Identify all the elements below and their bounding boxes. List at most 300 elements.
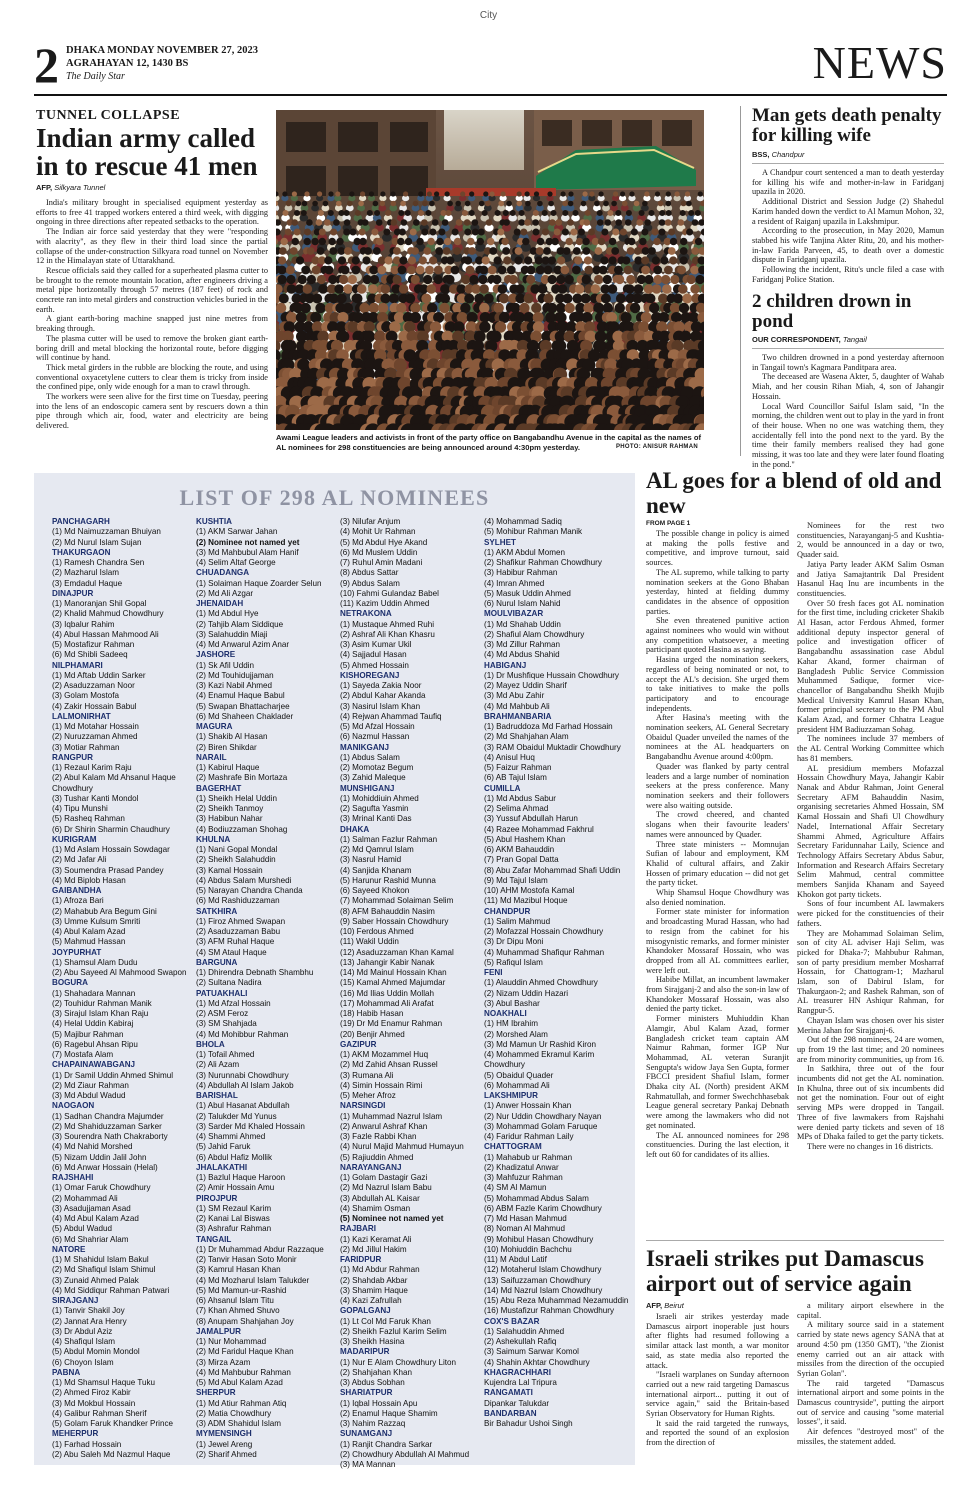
nominee-entry: (5) Md Abul Kalam Azad (196, 1378, 283, 1387)
nominee-entry: (3) Mrinal Kanti Das (340, 814, 412, 824)
photo-caption: Awami League leaders and activists in front of the party office on Bangabandhu Avenue in the capital as the names of AL nominees for 298 constituencies are being announced around 4:30pm yesterday. (276, 433, 702, 452)
paragraph: Former state minister for information and broadcasting Murad Hassan, who had to resign from the cabinet for his misogynistic remarks, and former minister Khandoker Mossaraf Hossain, who was dropped from all AL committees earlier, were left out. (646, 907, 789, 975)
byline-agency: AFP, (646, 1301, 663, 1310)
paragraph: Additional District and Session Judge (2) Shahedul Karim handed down the verdict to Al Mamun Mohon, 32, a resident of Raiganj upazila in Lakshmipur. (752, 197, 944, 226)
nominee-entry: (5) Ahmed Hossain (340, 660, 409, 670)
section-tag: City (479, 10, 498, 21)
district-name: SUNAMGANJ (340, 1429, 393, 1439)
nominee-entry: (11) Kazim Uddin Ahmed (340, 599, 430, 608)
nominee-entry: (5) Md Mamun-ur-Rashid (196, 1285, 287, 1295)
nominee-entry: (2) Ali Azam (196, 1060, 240, 1070)
nominee-entry: (5) Nominee not named yet (340, 1214, 444, 1223)
nominee-entry: (3) Iqbalur Rahim (52, 619, 115, 629)
nominee-entry: (3) Md Abdul Wadud (52, 1091, 126, 1100)
nominee-entry: (2) Sultana Nadira (196, 978, 262, 988)
nominee-entry: (4) Abdullah Al Islam Jakob (196, 1080, 294, 1090)
nominee-entry: (3) Kazi Nabil Ahmed (196, 681, 273, 690)
nominee-entry: (2) Jannat Ara Henry (52, 1316, 127, 1326)
nominee-entry: (1) Sk Afil Uddin (196, 660, 255, 670)
nominee-entry: (15) Kamal Ahmed Majumdar (340, 978, 446, 988)
paragraph: The AL announced nominees for 298 constituencies. During the last election, it left out 60 for candidates of its allies. (646, 1130, 789, 1159)
nominee-entry: (1) Kazi Keramat Ali (340, 1234, 412, 1244)
nominee-entry: (4) Abdus Salam Murshedi (196, 875, 292, 885)
district-name: RANGPUR (52, 752, 93, 762)
nominee-entry: (6) Md Rashiduzzaman (196, 896, 280, 906)
nominee-entry: (3) Saimum Sarwar Komol (484, 1347, 579, 1357)
paragraph: The workers were seen alive for the first time on Tuesday, peering into the lens of an endoscopic camera sent by rescuers down a thin pipe through which air, food, water and electricity are being delivered. (36, 392, 268, 431)
nominee-entry: (6) Md Shibli Sadeeq (52, 650, 128, 660)
paragraph: Quader was flanked by party central leaders and a large number of nomination seekers at the press conference. Many nomination seekers and their followers were also waiting outside. (646, 761, 789, 810)
nominee-entry: (6) Abdul Hafiz Mollik (196, 1152, 273, 1162)
paragraph: A Chandpur court sentenced a man to death yesterday for killing his wife and mother-in-law in Faridganj upazila in 2020. (752, 168, 944, 197)
nominee-entry: (1) Md Atiur Rahman Atiq (196, 1398, 287, 1408)
nominee-entry: (4) Md Anwarul Azim Anar (196, 640, 290, 649)
district-name: BAGERHAT (196, 783, 242, 793)
nominee-entry: (1) Md Shamsul Haque Tuku (52, 1378, 156, 1387)
district-name: SHERPUR (196, 1388, 236, 1398)
nominee-entry: (2) Ahmed Firoz Kabir (52, 1388, 131, 1398)
nominee-entry: (6) AKM Bahauddin (484, 845, 555, 854)
nominee-entry: (3) Ashrafur Rahman (196, 1224, 272, 1234)
nominee-entry: (8) AFM Bahauddin Nasim (340, 906, 435, 916)
nominee-entry: (2) Shafikur Rahman Chowdhury (484, 558, 602, 567)
paragraph: In Satkhira, three out of the four incumbents did not get the AL nomination. In Khulna, three out of six incumbents did not get the nomination. Four out of eight serving MPs were dropped in Tangail. Three of five lawmakers from Rajshahi were denied party tickets and seven of 18 MPs of Dhaka failed to get the party tickets. (797, 1064, 944, 1142)
district-name: RANGAMATI (484, 1388, 533, 1398)
nominee-entry: (3) Nahim Razzaq (340, 1419, 406, 1428)
nominee-entry: (9) Abdus Salam (340, 578, 400, 588)
district-name: SIRAJGANJ (52, 1296, 99, 1305)
nominee-column-1 (52, 517, 192, 1460)
nominee-entry: (5) Faizur Rahman (484, 763, 552, 772)
nominee-entry: (2) Md Shahjahan Alam (484, 732, 569, 742)
nominee-entry: (4) Sanjida Khanam (340, 865, 412, 875)
al-body-col1 (646, 529, 789, 1237)
israel-body-col2 (797, 1301, 944, 1464)
nominee-entry: (15) Abu Reza Muhammad Nezamuddin (484, 1296, 629, 1305)
district-name: SATKHIRA (196, 906, 238, 916)
paragraph: Nominees for the rest two constituencies, Narayanganj-5 and Kushtia-2, would be announced in a day or two, Quader said. (797, 521, 944, 560)
nominee-entry: (2) Shahdab Akbar (340, 1275, 408, 1285)
nominee-entry: (1) Rezaul Karim Raju (52, 763, 132, 772)
nominee-entry: (10) AHM Mostofa Kamal (484, 886, 575, 895)
israel-rule (646, 1240, 944, 1241)
nominee-entry: (1) Dr Muhammad Abdur Razzaque (196, 1244, 324, 1254)
nominee-entry: (4) Sajjadul Hasan (340, 650, 407, 660)
district-name: DINAJPUR (52, 588, 94, 598)
nominee-entry: (2) Shafiul Alam Chowdhury (484, 629, 585, 639)
paragraph: AL presidium members Mofazzal Hossain Chowdhury Maya, Jahangir Kabir Nanak and Abdur Rahman, Joint General Secretary AFM Bahauddin Nasim, organising secretaries Ahmed Hossain, SM Kamal Hossain and Shafi Ul Chowdhury Nadel, International Affair Secretary Shammi Ahmed, Agriculture Affairs Secretary Faridunnahar Laily, Science and Technology Affairs Secretary Abdus Sabur, Information and Research Affairs Secretary Selim Mahmud, central committee members Sanjida Khanam and Sayeed Khokon got party tickets. (797, 763, 944, 899)
nominee-entry: (11) Wakil Uddin (340, 937, 399, 947)
nominee-entry: (1) Salim Mahmud (484, 916, 551, 926)
paragraph: a military airport elsewhere in the capital. (797, 1301, 944, 1320)
bengali-date: AGRAHAYAN 12, 1430 BS (66, 58, 189, 69)
nominee-entry: (1) Nur Mohammad (196, 1337, 267, 1346)
district-name: BANDARBAN (484, 1408, 537, 1418)
nominee-entry: (3) AFM Ruhal Haque (196, 937, 275, 947)
nominee-entry: (2) Sharif Ahmed (196, 1449, 257, 1459)
nominee-entry: (2) Chowdhury Abdullah Al Mahmud (340, 1449, 470, 1459)
nominee-entry: (5) Rafiqul Islam (484, 957, 543, 967)
israel-body-col1 (646, 1312, 789, 1464)
nominee-entry: (3) Fazle Rabbi Khan (340, 1132, 417, 1141)
nominee-entry: (3) Mirza Azam (196, 1357, 251, 1367)
nominee-entry: (4) SM Al Mamun (484, 1183, 547, 1193)
nominee-entry: (11) Md Mazibul Hoque (484, 896, 568, 906)
nominee-entry: (3) Nasrul Hamid (340, 855, 402, 865)
nominee-entry: (3) Sourendra Nath Chakraborty (52, 1132, 168, 1141)
district-name: PIROJPUR (196, 1193, 238, 1203)
nominee-entry: (1) Anwer Hossain Khan (484, 1101, 572, 1111)
district-name: CHUADANGA (196, 568, 250, 578)
nominee-entry: (3) Sarder Md Khaled Hossain (196, 1121, 305, 1131)
paragraph: Israeli air strikes yesterday made Damascus airport inoperable just hours after flights had resumed following a similar attack last month, a war monitor said, as state media also reported the attack. (646, 1312, 789, 1370)
nominee-entry: (1) Afroza Bari (52, 896, 104, 906)
nominee-entry: (6) Sayeed Khokon (340, 886, 410, 895)
nominee-entry: (2) Nizam Uddin Hazari (484, 988, 569, 998)
paragraph: Out of the 298 nominees, 24 are women, up from 19 the last time; and 20 nominees are from minority communities, up from 16. (797, 1035, 944, 1064)
paragraph: The deceased are Wasena Akter, 5, daughter of Wahab Miah, and her cousin Rihan Miah, 4, son of Jahangir Hossain. (752, 372, 944, 401)
nominee-entry: (4) Shammi Ahmed (196, 1132, 266, 1141)
section-title: NEWS (812, 37, 947, 88)
nominee-entry: (1) Omar Faruk Chowdhury (52, 1183, 151, 1193)
nominee-entry: Kujendra Lal Tripura (484, 1378, 557, 1387)
nominee-entry: (4) Bodiuzzaman Shohag (196, 824, 288, 834)
nominee-entry: (2) Md Shahiduzzaman Sarker (52, 1121, 162, 1131)
nominee-entry: (2) Amir Hossain Amu (196, 1183, 275, 1193)
nominee-entry: (1) AKM Sarwar Jahan (196, 527, 278, 537)
district-name: KHAGRACHHARI (484, 1367, 551, 1377)
nominee-entry: (7) Mostafa Alam (52, 1050, 114, 1059)
district-name: LAKSHMIPUR (484, 1091, 538, 1100)
nominee-entry: (10) Fahmi Gulandaz Babel (340, 588, 439, 598)
nominee-entry: Bir Bahadur Ushoi Singh (484, 1419, 573, 1428)
nominee-entry: (4) Rejwan Ahammad Taufiq (340, 711, 442, 721)
nominee-entry: (3) Zahid Maleque (340, 773, 406, 783)
nominee-entry: (3) Abdus Sobhan (340, 1378, 405, 1387)
district-name: JASHORE (196, 650, 236, 660)
nominee-entry: (1) Md Abdur Rahman (340, 1265, 420, 1275)
nominee-entry: (2) Ashekullah Rafiq (484, 1337, 557, 1346)
paragraph: Jatiya Party leader AKM Salim Osman and Jatiya Samajtantrik Dal President Hasanul Haq Inu are incumbents in the constituencies. (797, 559, 944, 598)
nominee-entry: (5) Abul Hashem Khan (484, 834, 566, 844)
nominee-entry: (3) Emdadul Haque (52, 578, 123, 588)
district-name: CHATTOGRAM (484, 1142, 542, 1152)
nominee-entry: (10) Ferdous Ahmed (340, 927, 414, 936)
district-name: BARGUNA (196, 957, 238, 967)
nominee-entry: (2) Md Jafar Ali (52, 855, 107, 865)
column-rule-right (740, 106, 741, 456)
nominee-column-2 (196, 517, 336, 1460)
paragraph: Two children drowned in a pond yesterday afternoon in Tangail town's Kagmara Panditpara area. (752, 353, 944, 372)
nominee-entry: (2) Anwarul Ashraf Khan (340, 1121, 428, 1131)
nominee-entry: (2) Asaduzzaman Babu (196, 927, 281, 936)
nominee-entry: (3) Nasirul Islam Khan (340, 701, 421, 711)
district-name: KISHOREGANJ (340, 670, 400, 680)
nominee-entry: (16) Md Ilias Uddin Mollah (340, 988, 435, 998)
nominee-entry: (3) Motiar Rahman (52, 742, 120, 752)
paragraph: The crowd cheered, and chanted slogans when their favourite leaders' names were announced by Quader. (646, 810, 789, 839)
nominee-entry: (10) Mohiuddin Bachchu (484, 1244, 572, 1254)
nominee-entry: (1) Nani Gopal Mondal (196, 845, 278, 854)
district-name: FARIDPUR (340, 1255, 382, 1264)
nominee-entry: (3) Asim Kumar Ukil (340, 640, 412, 649)
nominee-entry: (3) Shamim Haque (340, 1285, 408, 1295)
nominee-entry: (2) Mashrafe Bin Mortaza (196, 773, 288, 783)
nominee-entry: (3) ADM Shahidul Islam (196, 1419, 282, 1428)
nominee-entry: (2) Abu Sayeed Al Mahmood Swapon (52, 968, 187, 977)
nominee-entry: (7) Khan Ahmed Shuvo (196, 1306, 280, 1316)
nominee-entry: (1) Md Aslam Hossain Sowdagar (52, 845, 170, 854)
paragraph: She even threatened punitive action against nominees who would win without any competition whatsoever, a meeting participant quoted Hasina as saying. (646, 616, 789, 655)
nominee-entry: (2) Kanai Lal Biswas (196, 1214, 270, 1223)
byline-location: Tangail (842, 335, 867, 344)
district-name: CUMILLA (484, 783, 521, 793)
nominee-entry: (4) Galibur Rahman Sherif (52, 1408, 147, 1418)
nominee-entry: (3) Habibur Rahman (484, 568, 558, 578)
nominee-entry: (2) Sheikh Salahuddin (196, 855, 276, 865)
nominee-entry: (3) Umme Kulsum Smriti (52, 916, 141, 926)
paragraph: Three state ministers -- Momnujan Sufian of labour and employment, KM Khalid of cultural affairs, and Zakir Hossen of primary education -- did not get the party ticket. (646, 839, 789, 888)
nominee-entry: (1) Md Abdus Sabur (484, 793, 556, 803)
nominee-entry: (5) Swapan Bhattacharjee (196, 701, 290, 711)
nominee-entry: (6) Choyon Islam (52, 1357, 114, 1367)
nominee-entry: (4) Md Biplob Hasan (52, 875, 126, 885)
nominee-entry: (3) Nilufar Anjum (340, 517, 401, 526)
nominee-entry: (6) Nazmul Hassan (340, 732, 410, 742)
nominee-entry: (4) Md Abul Kalam Azad (52, 1214, 139, 1223)
nominee-entry: (12) Motaherul Islam Chowdhury (484, 1265, 602, 1275)
nominee-entry: (4) Md Mohibbur Rahman (196, 1029, 289, 1039)
drown-body (752, 353, 944, 469)
nominee-entry: (1) Dr Mushfique Hussain Chowdhury (484, 670, 619, 680)
nominee-entry: (5) Obaidul Quader (484, 1070, 554, 1080)
paragraph: Chayan Islam was chosen over his sister Merina Jahan for Sirajganj-6. (797, 1015, 944, 1035)
nominee-entry: (5) Nizam Uddin Jalil John (52, 1152, 147, 1162)
nominee-entry: (1) Mohiddiuin Ahmed (340, 793, 419, 803)
district-name: NATORE (52, 1244, 86, 1254)
nominee-entry: (2) Md Nurul Islam Sujan (52, 537, 142, 547)
nominee-entry: (1) Dhirendra Debnath Shambhu (196, 968, 314, 977)
photo-credit: PHOTO: ANISUR RAHMAN (616, 444, 698, 450)
nominee-entry: (6) Ragebul Ahsan Ripu (52, 1039, 138, 1049)
nominee-entry: (9) Saber Hossain Chowdhury (340, 916, 449, 926)
lead-headline: Indian army called in to rescue 41 men (36, 123, 258, 181)
district-name: SHARIATPUR (340, 1388, 393, 1398)
nominee-entry: (6) Md Anwar Hossain (Helal) (52, 1162, 158, 1172)
nominee-entry: (4) Razee Mohammad Fakhrul (484, 824, 594, 834)
nominee-entry: (1) Md Afzal Hossain (196, 998, 271, 1008)
district-name: THAKURGAON (52, 547, 111, 557)
nominee-entry: (2) Nur Uddin Chowdhary Nayan (484, 1111, 602, 1121)
nominee-entry: (1) Md Naimuzzaman Bhuiyan (52, 527, 161, 537)
nominee-entry: (3) Dr Dipu Moni (484, 937, 544, 947)
nominee-entry: (1) AKM Mozammel Huq (340, 1050, 429, 1059)
nominee-entry: (3) Kamrul Hasan Khan (196, 1265, 281, 1275)
nominee-entry: (1) Nur E Alam Chowdhury Liton (340, 1357, 457, 1367)
nominee-entry: (6) AB Tajul Islam (484, 773, 547, 783)
byline-location: Chandpur (771, 150, 805, 159)
crowd-photo-illustration (276, 110, 704, 430)
nominee-entry: (8) Abu Zafar Mohammad Shafi Uddin (484, 865, 621, 875)
paragraph: India's military brought in specialised equipment yesterday as efforts to free 41 trapped workers entered a third week, with digging ongoing in three directions after repeated setbacks to the operation. (36, 198, 268, 227)
byline-agency: AFP, (36, 183, 53, 192)
nominee-entry: (2) Sheikh Fazlul Karim Selim (340, 1326, 447, 1336)
nominee-entry: (1) Tanvir Shakil Joy (52, 1306, 125, 1316)
nominee-entry: (4) Kazi Zafrullah (340, 1296, 402, 1305)
nominee-entry: (1) Manoranjan Shil Gopal (52, 599, 147, 608)
nominee-entry: (3) Kamal Hossain (196, 865, 263, 875)
paragraph: After Hasina's meeting with the nomination seekers, AL General Secretary Obaidul Quader unveiled the names of the nominees at the AL headquarters on Bangabandhu Avenue around 4:00pm. (646, 713, 789, 762)
nominee-entry: (5) Narayan Chandra Chanda (196, 886, 303, 895)
nominee-entry: (2) Md Jillul Hakim (340, 1244, 407, 1254)
district-name: GAIBANDHA (52, 886, 102, 895)
nominee-entry: (1) Firoz Ahmed Swapan (196, 916, 286, 926)
nominee-entry: (5) Abdul Momin Mondol (52, 1347, 140, 1357)
district-name: DHAKA (340, 824, 370, 834)
nominee-entry: (2) Enamul Haque Shamim (340, 1408, 438, 1418)
nominee-entry: (4) Md Mahbubur Rahman (196, 1367, 291, 1377)
nominee-entry: (12) Asaduzzaman Khan Kamal (340, 947, 454, 957)
nominee-entry: (3) Habibun Nahar (196, 814, 263, 824)
nominee-entry: (2) Morshed Alam (484, 1029, 548, 1039)
nominee-entry: (1) Shamsul Alam Dudu (52, 957, 138, 967)
death-penalty-byline (752, 150, 944, 159)
paragraph: A military source said in a statement carried by state news agency SANA that at around 4:50 pm (1350 GMT), "the Zionist enemy carried out an air attack with missiles from the direction of the occupied Syrian Golan". (797, 1320, 944, 1378)
nominee-entry: (1) Shakib Al Hasan (196, 732, 268, 742)
byline-agency: OUR CORRESPONDENT, (752, 335, 841, 344)
nominee-entry: (3) Tushar Kanti Mondol (52, 793, 139, 803)
district-name: CHANDPUR (484, 906, 531, 916)
nominee-entry: (3) Mahfuzur Rahman (484, 1173, 563, 1182)
paragraph: Thick metal girders in the rubble are blocking the route, and using conventional oxyacetylene cutters to clear them is tricky from inside the confined pipe, only wide enough for a man to crawl through. (36, 362, 268, 392)
nominee-entry: (3) Mohammad Golam Faruque (484, 1121, 598, 1131)
nominee-entry: (5) Mostafizur Rahman (52, 640, 135, 649)
district-name: KHULNA (196, 834, 231, 844)
nominee-entry: (9) Mohibul Hasan Chowdhury (484, 1234, 594, 1244)
district-name: SYLHET (484, 537, 516, 547)
nominee-entry: (3) Golam Mostofa (52, 691, 120, 701)
district-name: BRAHMANBARIA (484, 711, 552, 721)
nominee-entry: (3) Md Mamun Ur Rashid Kiron (484, 1039, 596, 1049)
district-name: KURIGRAM (52, 834, 97, 844)
nominee-entry: (3) Md Abu Zahir (484, 691, 545, 701)
nominee-entry: (4) Md Siddiqur Rahman Patwari (52, 1285, 170, 1295)
nominee-entry: (8) Abdus Sattar (340, 568, 399, 578)
nominee-entry: (1) Iqbal Hossain Apu (340, 1398, 418, 1408)
nominee-entry: (1) Solaiman Haque Zoarder Selun (196, 578, 322, 588)
drown-headline: 2 children drown in pond (752, 291, 912, 332)
nominee-entry: (5) Meher Afroz (340, 1091, 396, 1100)
nominee-entry: (7) Pran Gopal Datta (484, 855, 559, 865)
nominee-entry: (6) Md Muslem Uddin (340, 547, 418, 557)
district-name: MANIKGANJ (340, 742, 390, 752)
paragraph: The AL supremo, while talking to party nomination seekers at the Gono Bhaban yesterday, hinted at fielding dummy candidates in the absence of opposition parties. (646, 567, 789, 616)
nominee-entry: (1) Tofail Ahmed (196, 1050, 255, 1059)
nominee-entry: (2) Momotaz Begum (340, 763, 414, 772)
death-penalty-headline: Man gets death penalty for killing wife (752, 105, 942, 146)
nominee-entry: (6) Ahsanul Islam Titu (196, 1296, 274, 1305)
nominee-entry: (4) Zakir Hossain Babul (52, 701, 137, 711)
nominee-entry: (1) Mustaque Ahmed Ruhi (340, 619, 435, 629)
nominee-entry: (18) Habib Hasan (340, 1009, 404, 1018)
drown-story (752, 292, 944, 469)
district-name: GAZIPUR (340, 1039, 377, 1049)
nominee-entry: (2) Md Faridul Haque Khan (196, 1347, 294, 1357)
paragraph: Over 50 fresh faces got AL nomination for the first time, including cricketer Shakib Al Hasan, actor Ferdous Ahmed, former additional deputy inspector general of police and investigation officer of Bangabandhu assassination case Abdul Kahar Akand, former chairman of Bangladesh Public Service Commission Muhammed Sadique, former vice-chancellor of Bangabandhu Sheikh Mujib Medical University Kamrul Hasan Khan, former principal secretary to the PM Abul Kalam Azad, and former Chhatra League president HM Badiuzzaman Sohag. (797, 598, 944, 734)
nominee-entry: (4) Mohammed Ekramul Karim Chowdhury (484, 1050, 595, 1070)
nominee-entry: (3) Zunaid Ahmed Palak (52, 1275, 139, 1285)
nominee-entry: (5) Mohibur Rahman Manik (484, 527, 583, 537)
nominee-entry: (4) Simin Hossain Rimi (340, 1080, 423, 1090)
nominee-entry: (2) Md Shafiqul Islam Shimul (52, 1265, 156, 1275)
district-name: BOGURA (52, 978, 88, 988)
page-number: 2 (34, 37, 59, 93)
nominee-entry: (1) Abdus Salam (340, 752, 400, 762)
dateline (66, 44, 258, 83)
district-name: PABNA (52, 1367, 81, 1377)
paragraph: Hasina urged the nomination seekers, regardless of being nominated or not, to accept the AL's decision. She urged them to take initiatives to make the polls participatory and to encourage independents. (646, 655, 789, 713)
nominee-entry: (19) Dr Md Enamur Rahman (340, 1019, 443, 1029)
israel-byline (646, 1301, 684, 1310)
district-name: MADARIPUR (340, 1347, 390, 1357)
al-headline: AL goes for a blend of old and new (646, 468, 942, 518)
header-rule (34, 94, 947, 96)
nominee-entry: (5) Jahid Faruk (196, 1142, 251, 1152)
nominee-entry: (1) Ramesh Chandra Sen (52, 558, 145, 567)
paragraph: Local Ward Councillor Saiful Islam said, "In the morning, the children went out to play in the yard in front of their house. When no one was watching them, they accidentally fell into the pond next to the yard. By the time their family members realised they had gone missing, it was too late and they were later found floating in the pond." (752, 401, 944, 469)
district-name: MEHERPUR (52, 1429, 99, 1439)
district-name: NILPHAMARI (52, 660, 103, 670)
nominee-entry: (1) Sadhan Chandra Majumder (52, 1111, 164, 1121)
nominee-entry: (4) Enamul Haque Babul (196, 691, 285, 701)
nominee-entry: (6) Dr Shirin Sharmin Chaudhury (52, 824, 170, 834)
nominee-entry: (1) Md Shahab Uddin (484, 619, 561, 629)
nominee-entry: (1) Salahuddin Ahmed (484, 1326, 565, 1336)
district-name: HABIGANJ (484, 660, 527, 670)
nominee-entry: (6) Mohammad Ali (484, 1080, 550, 1090)
nominee-entry: (4) Mohammad Sadiq (484, 517, 562, 526)
nominee-entry: (1) AKM Abdul Momen (484, 547, 565, 557)
nominee-entry: (1) Salman Fazlur Rahman (340, 834, 438, 844)
nominee-entry: (17) Mohammad Ali Arafat (340, 998, 434, 1008)
paragraph: There were no changes in 16 districts. (807, 1142, 934, 1151)
nominee-entry: (1) Dr Samil Uddin Ahmed Shimul (52, 1070, 173, 1080)
nominee-entry: (5) Rasheq Rahman (52, 814, 125, 824)
nominee-entry: (4) Anisul Huq (484, 752, 535, 762)
nominee-entry: (2) Nominee not named yet (196, 537, 300, 547)
nominee-entry: (2) Mofazzal Hossain Chowdhury (484, 927, 604, 936)
paragraph: Whip Shamsul Hoque Chowdhury was also denied nomination. (646, 888, 789, 907)
nominee-entry: (1) Md Aftab Uddin Sarker (52, 670, 146, 680)
nominee-entry: (3) Md Mahbubul Alam Hanif (196, 547, 299, 557)
nominee-column-3 (340, 517, 480, 1470)
death-penalty-body (752, 168, 944, 284)
nominee-entry: (5) Rajiuddin Ahmed (340, 1152, 414, 1162)
byline-location: Beirut (664, 1301, 684, 1310)
side-rule (752, 163, 944, 164)
nominee-entry: (4) Shamim Osman (340, 1203, 411, 1213)
nominee-entry: (2) Khadizatul Anwar (484, 1162, 559, 1172)
district-name: CHAPAINAWABGANJ (52, 1060, 136, 1070)
nominee-entry: (1) M Shahidul Islam Bakul (52, 1255, 149, 1264)
nominee-entry: (8) Anupam Shahjahan Joy (196, 1316, 294, 1326)
nominee-entry: (1) Sheikh Helal Uddin (196, 793, 277, 803)
paragraph: The raid targeted "Damascus international airport and some points in the Damascus countryside", putting the airport out of service and causing "some material losses", it said. (797, 1378, 944, 1427)
nominee-entry: (2) Abdul Kahar Akanda (340, 691, 426, 701)
nominee-entry: (3) MA Mannan (340, 1460, 396, 1469)
nominee-entry: (4) Shafiqul Islam (52, 1337, 115, 1346)
nominee-entry: (2) Tanvir Hasan Soto Monir (196, 1255, 297, 1264)
